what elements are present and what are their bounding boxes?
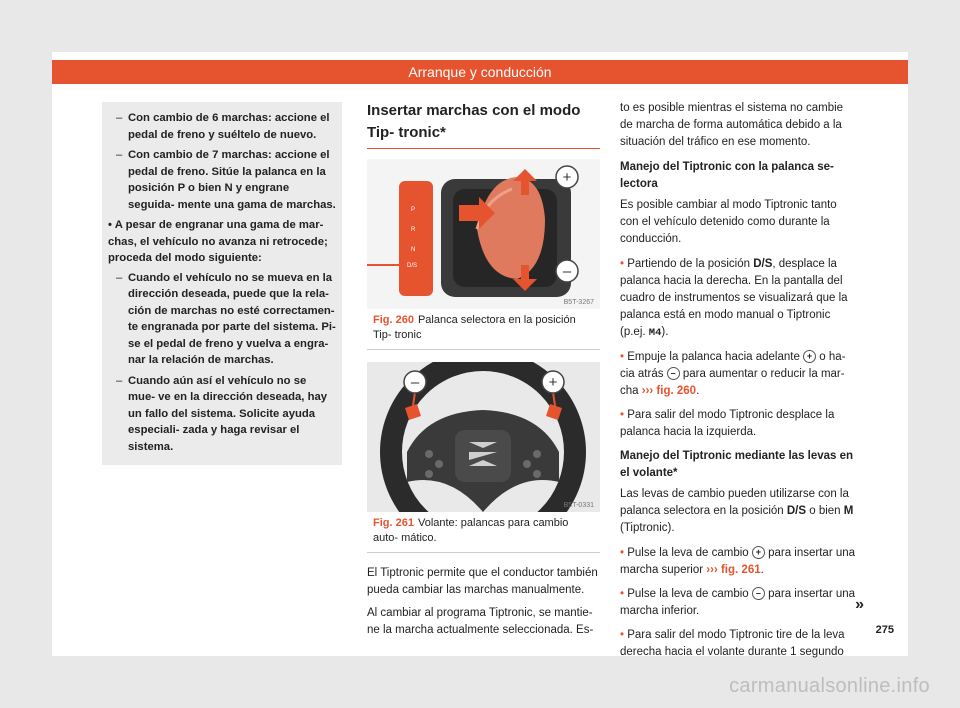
continue-marker: »	[855, 596, 864, 613]
subheading: Manejo del Tiptronic con la palanca se- lectora	[620, 161, 834, 190]
list-item: • A pesar de engranar una gama de mar- chas, el vehículo no avanza ni retrocede; proceda del modo siguiente:	[108, 219, 328, 264]
plus-icon: +	[548, 374, 558, 391]
figure-link: ››› fig. 261	[706, 564, 761, 576]
bullet-icon: •	[620, 588, 625, 600]
figure-code: B5T-0331	[563, 502, 594, 509]
paragraph: Es posible cambiar al modo Tiptronic tanto con el vehículo detenido como durante la conducción.	[620, 199, 837, 245]
list-item: – Con cambio de 7 marchas: accione el pedal de freno. Sitúe la palanca en la posición P o bien N y engrane seguida- mente una gama de marchas.	[108, 147, 336, 213]
figure-number: Fig. 261	[373, 517, 414, 529]
minus-icon: –	[752, 587, 765, 600]
list-item: – Con cambio de 6 marchas: accione el pedal de freno y suéltelo de nuevo.	[108, 110, 336, 143]
figure-link: ››› fig. 260	[641, 385, 697, 397]
plus-icon: +	[752, 546, 765, 559]
bullet-icon: •	[620, 629, 625, 641]
watermark: carmanualsonline.info	[729, 675, 930, 697]
paragraph: to es posible mientras el sistema no cambie de marcha de forma automática debido a la situación del tráfico en ese momento.	[620, 102, 844, 148]
bullet-icon: •	[620, 409, 625, 421]
list-item: – Cuando aún así el vehículo no se mue- ve en la dirección deseada, hay un fallo del sistema. Solicite ayuda especiali- zada y haga revisar el sistema.	[108, 373, 336, 456]
figure-code: B5T-3267	[563, 299, 594, 306]
list-item: • Pulse la leva de cambio + para insertar una marcha superior ››› fig. 261.	[620, 547, 856, 576]
steering-wheel-illustration	[367, 362, 600, 512]
list-item: – Cuando el vehículo no se mueva en la dirección deseada, puede que la rela- ción de marchas no esté correctamen- te engranada por parte del sistema. Pi- se el pedal de freno y vuelva a engra- nar la relación de marchas.	[108, 270, 336, 369]
paragraph: El Tiptronic permite que el conductor también pueda cambiar las marchas manualmente.	[367, 567, 598, 596]
manual-page	[52, 52, 908, 656]
list-item: • Partiendo de la posición D/S, desplace la palanca hacia la derecha. En la pantalla del cuadro de instrumentos se visualizará que la palanca está en modo manual o Tiptronic (p.ej. M4).	[620, 258, 848, 339]
figure-261	[367, 362, 600, 512]
gear-label-ds: D/S	[407, 263, 418, 269]
figure-caption: Fig. 260 Palanca selectora en la posición Tip- tronic	[367, 309, 600, 350]
middle-column	[367, 100, 600, 645]
gear-label-n: N	[411, 247, 416, 253]
list-item: • Empuje la palanca hacia adelante + o ha- cia atrás – para aumentar o reducir la mar- cha ››› fig. 260.	[620, 351, 846, 397]
gear-label-p: P	[411, 207, 416, 213]
minus-icon: –	[667, 367, 680, 380]
bullet-icon: •	[620, 351, 625, 363]
figure-caption: Fig. 261 Volante: palancas para cambio auto- mático.	[367, 512, 600, 553]
bullet-icon: •	[620, 258, 625, 270]
plus-icon: +	[803, 350, 816, 363]
list-item: • Pulse la leva de cambio – para insertar una marcha inferior.	[620, 588, 856, 617]
bullet-icon: •	[108, 219, 112, 231]
page-number: 275	[875, 624, 894, 636]
figure-260	[367, 159, 600, 309]
list-item: • Para salir del modo Tiptronic desplace la palanca hacia la izquierda.	[620, 409, 835, 438]
gear-label-r: R	[411, 227, 416, 233]
gear-lever-illustration	[367, 159, 600, 309]
minus-icon: –	[562, 263, 572, 280]
paragraph: Al cambiar al programa Tiptronic, se mantie- ne la marcha actualmente seleccionada. Es-	[367, 607, 594, 636]
paragraph: Las levas de cambio pueden utilizarse con la palanca selectora en la posición D/S o bien M (Tiptronic).	[620, 488, 854, 534]
minus-icon: –	[410, 374, 420, 391]
subheading: Manejo del Tiptronic mediante las levas en el volante*	[620, 450, 854, 479]
bullet-icon: •	[620, 547, 625, 559]
right-column	[620, 100, 858, 668]
plus-icon: +	[562, 169, 572, 186]
list-item: • Para salir del modo Tiptronic tire de la leva derecha hacia el volante durante 1 segundo	[620, 629, 845, 658]
section-title: Insertar marchas con el modo Tip- tronic*	[367, 100, 600, 149]
figure-number: Fig. 260	[373, 314, 414, 326]
warning-box	[102, 102, 342, 465]
section-header: Arranque y conducción	[52, 60, 908, 84]
